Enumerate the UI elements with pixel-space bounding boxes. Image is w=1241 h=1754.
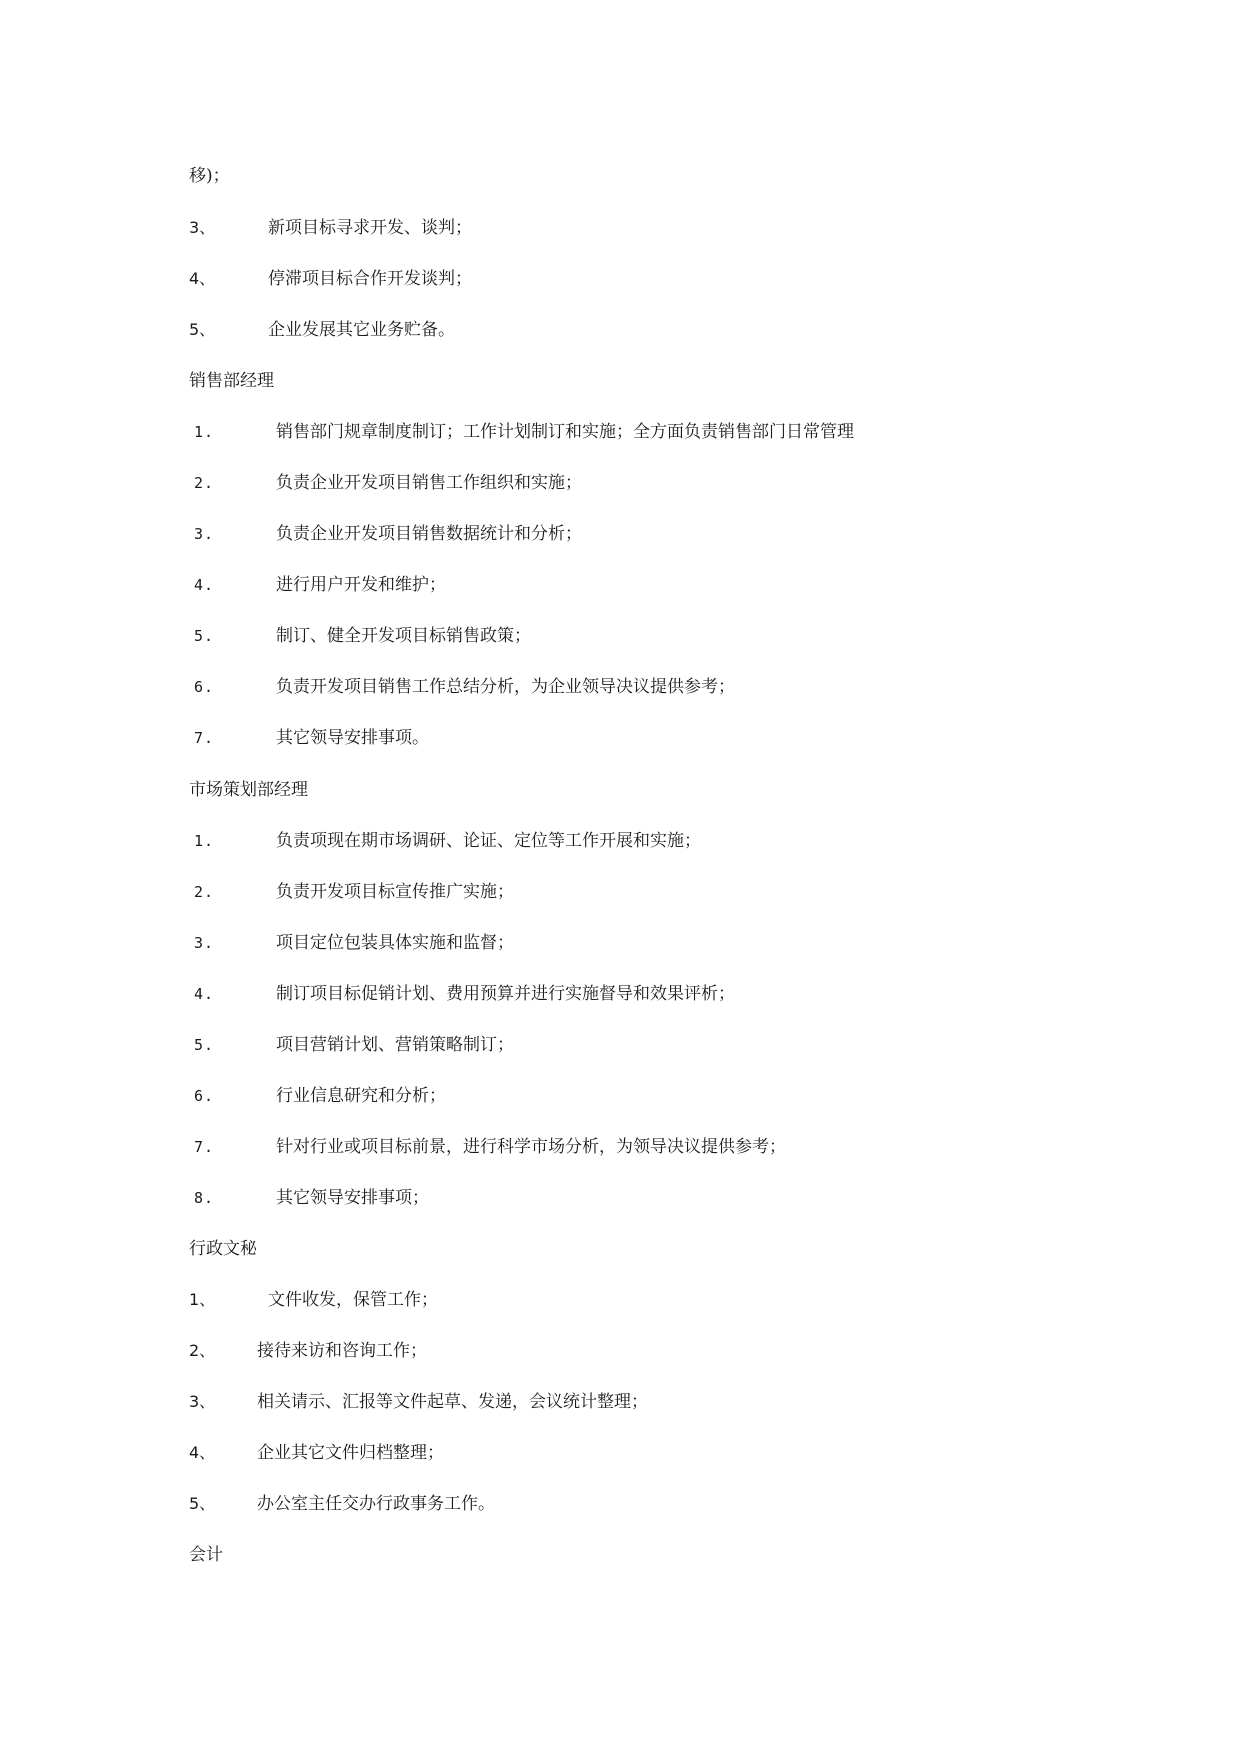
list-item-number: 4. (194, 576, 215, 594)
list-item (0, 1132, 1241, 1162)
list-item (0, 1285, 1241, 1315)
list-item-text: 销售部门规章制度制订；工作计划制订和实施；全方面负责销售部门日常管理 (276, 422, 854, 442)
list-item-number: 4、 (189, 1443, 216, 1462)
list-item (0, 826, 1241, 856)
section-heading-marketing (0, 775, 1241, 805)
list-item-number: 5. (194, 627, 215, 645)
list-item (0, 213, 1241, 243)
list-item (0, 315, 1241, 345)
section-heading-text: 会计 (189, 1545, 223, 1565)
list-item-text: 行业信息研究和分析； (276, 1086, 446, 1106)
list-item-text: 接待来访和咨询工作； (257, 1341, 427, 1361)
list-item-number: 4. (194, 985, 215, 1003)
list-item-number: 5、 (189, 320, 216, 339)
list-item-number: 2. (194, 883, 215, 901)
list-item (0, 264, 1241, 294)
list-item (0, 1438, 1241, 1468)
list-item (0, 417, 1241, 447)
list-item-text: 负责开发项目销售工作总结分析，为企业领导决议提供参考； (276, 677, 735, 697)
list-item (0, 877, 1241, 907)
list-item-number: 3、 (189, 218, 216, 237)
list-item (0, 621, 1241, 651)
list-item-number: 3. (194, 525, 215, 543)
list-item-text: 企业发展其它业务贮备。 (268, 320, 455, 340)
list-item-text: 企业其它文件归档整理； (257, 1443, 444, 1463)
list-item-number: 7. (194, 729, 215, 747)
list-item-number: 8. (194, 1189, 215, 1207)
list-item-number: 1. (194, 832, 215, 850)
list-item-number: 6. (194, 1087, 215, 1105)
list-item (0, 1387, 1241, 1417)
list-item-text: 制订项目标促销计划、费用预算并进行实施督导和效果评析； (276, 984, 735, 1004)
list-item-text: 文件收发，保管工作； (268, 1290, 438, 1310)
list-item-text: 新项目标寻求开发、谈判； (268, 218, 472, 238)
continuation-text: 移)； (189, 166, 230, 186)
section-heading-admin (0, 1234, 1241, 1264)
list-item-text: 其它领导安排事项； (276, 1188, 429, 1208)
list-item (0, 979, 1241, 1009)
section-heading-text: 市场策划部经理 (189, 780, 308, 800)
section-heading-accounting (0, 1540, 1241, 1570)
list-item-text: 项目营销计划、营销策略制订； (276, 1035, 514, 1055)
list-item-number: 1、 (189, 1290, 216, 1309)
list-item-number: 2. (194, 474, 215, 492)
list-item-text: 其它领导安排事项。 (276, 728, 429, 748)
list-item (0, 1081, 1241, 1111)
list-item-number: 3. (194, 934, 215, 952)
list-item-text: 负责项现在期市场调研、论证、定位等工作开展和实施； (276, 831, 701, 851)
section-heading-sales (0, 366, 1241, 396)
list-item (0, 723, 1241, 753)
section-heading-text: 行政文秘 (189, 1239, 257, 1259)
list-item (0, 928, 1241, 958)
list-item-number: 6. (194, 678, 215, 696)
list-item-number: 3、 (189, 1392, 216, 1411)
list-item-text: 负责开发项目标宣传推广实施； (276, 882, 514, 902)
list-item (0, 1030, 1241, 1060)
list-item-text: 负责企业开发项目销售数据统计和分析； (276, 524, 582, 544)
list-item-number: 2、 (189, 1341, 216, 1360)
list-item (0, 570, 1241, 600)
list-item (0, 1183, 1241, 1213)
list-item-text: 项目定位包装具体实施和监督； (276, 933, 514, 953)
list-item-text: 制订、健全开发项目标销售政策； (276, 626, 531, 646)
list-item-text: 办公室主任交办行政事务工作。 (257, 1494, 495, 1514)
list-item-number: 5、 (189, 1494, 216, 1513)
list-item (0, 672, 1241, 702)
list-item-number: 4、 (189, 269, 216, 288)
section-heading-text: 销售部经理 (189, 371, 274, 391)
list-item-text: 进行用户开发和维护； (276, 575, 446, 595)
list-item-text: 相关请示、汇报等文件起草、发递，会议统计整理； (257, 1392, 648, 1412)
list-item-number: 7. (194, 1138, 215, 1156)
list-item-number: 5. (194, 1036, 215, 1054)
list-item (0, 468, 1241, 498)
list-item-text: 针对行业或项目标前景，进行科学市场分析，为领导决议提供参考； (276, 1137, 786, 1157)
list-item-text: 负责企业开发项目销售工作组织和实施； (276, 473, 582, 493)
list-item-text: 停滞项目标合作开发谈判； (268, 269, 472, 289)
list-item-number: 1. (194, 423, 215, 441)
list-item (0, 1489, 1241, 1519)
list-item (0, 519, 1241, 549)
continuation-line (0, 161, 1241, 191)
list-item (0, 1336, 1241, 1366)
